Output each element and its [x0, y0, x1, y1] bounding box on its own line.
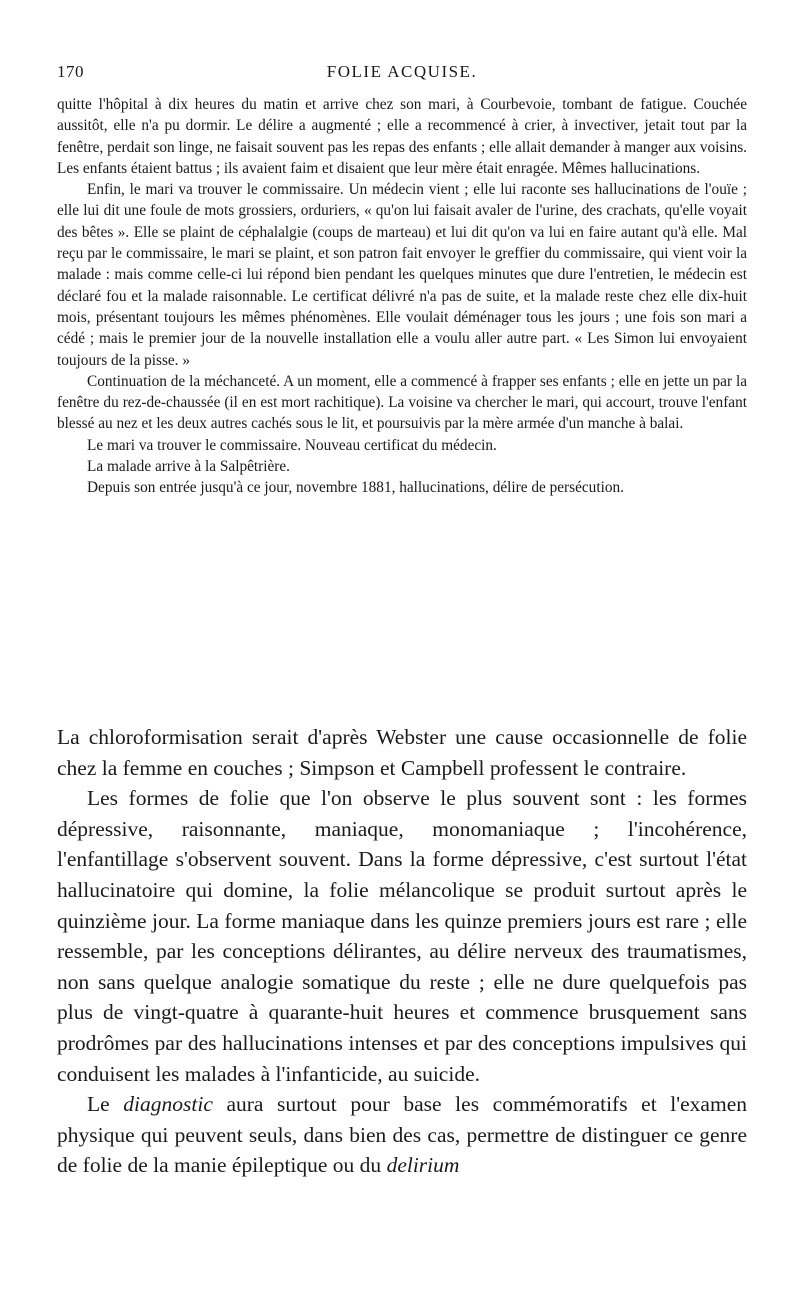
- emphasized-term: delirium: [386, 1153, 460, 1178]
- running-title: FOLIE ACQUISE.: [326, 62, 478, 81]
- main-text-block: [57, 722, 747, 1181]
- main-paragraph-body: aura surtout pour base les commémoratifs et l'examen physique qui peuvent seuls, dans bien des cas, permettre de distinguer ce genre de folie de la manie épileptique ou du: [57, 1092, 747, 1178]
- running-header: [57, 58, 747, 84]
- main-paragraph: La chloroformisation serait d'après Webster une cause occasionnelle de folie chez la femme en couches ; Simpson et Campbell professent le contraire.: [57, 725, 747, 780]
- case-paragraph: quitte l'hôpital à dix heures du matin et arrive chez son mari, à Courbevoie, tombant de fatigue. Couchée aussitôt, elle n'a pu dormir. Le délire a augmenté ; elle a recommencé à crier, à invectiver, jetait tout par la fenêtre, perdait son linge, ne faisait souvent pas les repas des enfants ; elle allait demander à manger aux voisins. Les enfants étaient battus ; ils avaient faim et disaient que leur mère était enragée. Mêmes hallucinations.: [57, 96, 747, 177]
- case-paragraph: La malade arrive à la Salpêtrière.: [87, 458, 290, 476]
- case-paragraph: Le mari va trouver le commissaire. Nouveau certificat du médecin.: [87, 436, 497, 454]
- case-paragraph: Continuation de la méchanceté. A un moment, elle a commencé à frapper ses enfants ; elle en jette un par la fenêtre du rez-de-chaussée (il en est mort rachitique). La voisine va chercher le mari, qui accourt, trouve l'enfant blessé au nez et les deux autres cachés sous le lit, et poursuivis par la mère armée d'un manche à balai.: [57, 372, 747, 433]
- main-paragraph: [57, 1089, 747, 1181]
- page-number: 170: [57, 62, 84, 81]
- case-paragraph: Enfin, le mari va trouver le commissaire. Un médecin vient ; elle lui raconte ses hallucinations de l'ouïe ; elle lui dit une foule de mots grossiers, orduriers, « qu'on lui faisait avaler de l'urine, des crachats, qu'elle voyait des bêtes ». Elle se plaint de céphalalgie (coups de marteau) et lui dit qu'on va lui en faire autant qu'à elle. Mal reçu par le commissaire, le mari se plaint, et son patron fait envoyer le greffier du commissaire, qui vient voir la malade : mais comme celle-ci lui répond bien pendant les quelques minutes que dure l'entretien, le médecin est déclaré fou et la malade raisonnable. Le certificat délivré n'a pas de suite, et la malade reste chez elle dix-huit mois, présentant toujours les mêmes phénomènes. Elle voulait déménager tous les jours ; une fois son mari a cédé ; mais le premier jour de la nouvelle installation elle a voulu aller autre part. « Les Simon lui envoyaient toujours de la pisse. »: [57, 181, 747, 369]
- main-paragraph-lead: Le: [87, 1092, 110, 1117]
- case-history-block: [57, 94, 747, 499]
- main-paragraph: Les formes de folie que l'on observe le plus souvent sont : les formes dépressive, raisonnante, maniaque, monomaniaque ; l'incohérence, l'enfantillage s'observent souvent. Dans la forme dépressive, c'est surtout l'état hallucinatoire qui domine, la folie mélancolique se produit surtout après le quinzième jour. La forme maniaque dans les quinze premiers jours est rare ; elle ressemble, par les conceptions délirantes, au délire nerveux des traumatismes, non sans quelque analogie somatique du reste ; elle ne dure quelquefois pas plus de vingt-quatre à quarante-huit heures et commence brusquement sans prodrômes par des hallucinations intenses et par des conceptions impulsives qui conduisent les malades à l'infanticide, au suicide.: [57, 786, 747, 1086]
- case-paragraph: Depuis son entrée jusqu'à ce jour, novembre 1881, hallucinations, délire de persécution.: [87, 479, 624, 497]
- emphasized-term: diagnostic: [123, 1092, 213, 1117]
